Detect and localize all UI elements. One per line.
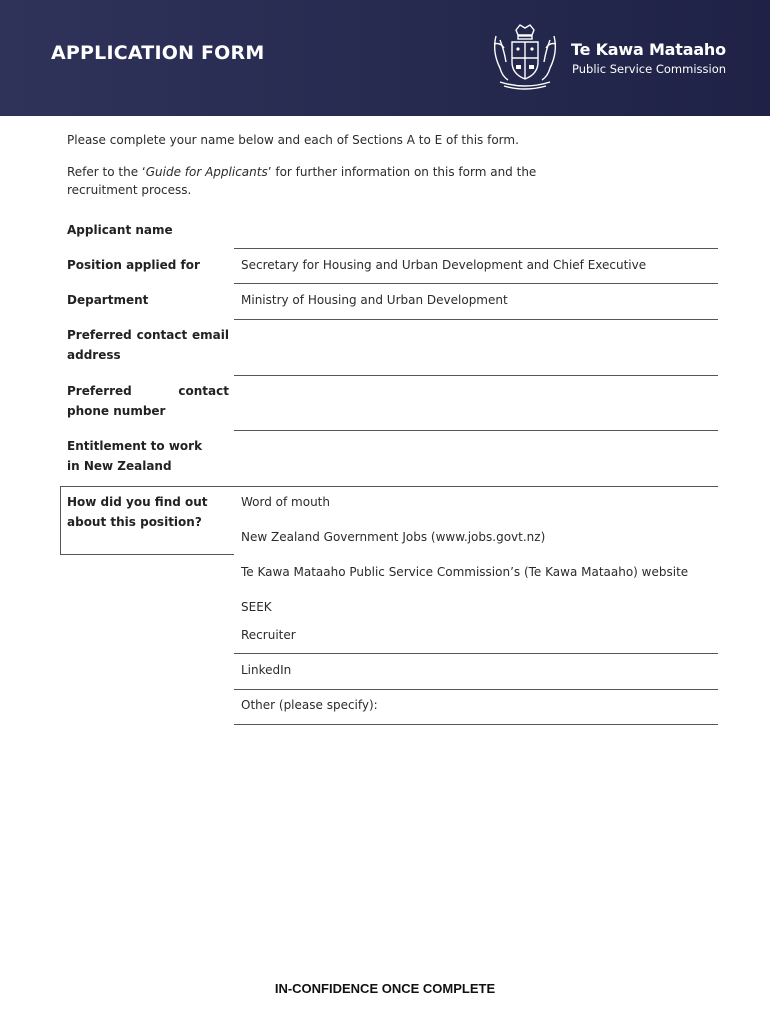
intro-guide-reference <box>67 163 547 199</box>
page-header <box>0 0 770 116</box>
intro-guide-pre: Refer to the ‘ <box>67 165 146 179</box>
option-other[interactable]: Other (please specify): <box>241 698 378 712</box>
option-word-of-mouth[interactable]: Word of mouth <box>241 495 330 509</box>
department-field[interactable]: Ministry of Housing and Urban Development <box>241 293 508 307</box>
brand-subtitle: Public Service Commission <box>572 62 727 76</box>
divider <box>234 689 718 690</box>
divider <box>234 653 718 654</box>
divider <box>234 375 718 376</box>
option-nz-govt-jobs[interactable]: New Zealand Government Jobs (www.jobs.govt.nz) <box>241 530 546 544</box>
applicant-name-label: Applicant name <box>67 223 173 237</box>
option-psc-website[interactable]: Te Kawa Mataaho Public Service Commission’s (Te Kawa Mataaho) website <box>241 565 689 579</box>
intro-instructions: Please complete your name below and each of Sections A to E of this form. <box>67 133 519 147</box>
option-linkedin[interactable]: LinkedIn <box>241 663 292 677</box>
phone-label: Preferred contact phone number <box>67 384 229 418</box>
email-label: Preferred contact email address <box>67 328 229 362</box>
source-label: How did you find out about this position? <box>67 495 208 529</box>
confidentiality-footer: IN-CONFIDENCE ONCE COMPLETE <box>274 981 496 996</box>
entitlement-label: Entitlement to work in New Zealand <box>67 439 203 473</box>
position-label: Position applied for <box>67 258 200 272</box>
divider <box>234 486 718 487</box>
divider <box>234 248 718 249</box>
divider <box>234 724 718 725</box>
guide-for-applicants-link: Guide for Applicants <box>145 165 268 179</box>
intro-guide-post: ’ for further information on this form and the recruitment process. <box>67 165 537 197</box>
brand-name: Te Kawa Mataaho <box>571 40 726 59</box>
nz-coat-of-arms-icon <box>486 22 564 92</box>
department-label: Department <box>67 293 149 307</box>
page-title: APPLICATION FORM <box>51 42 265 64</box>
divider <box>234 319 718 320</box>
divider <box>234 430 718 431</box>
option-seek[interactable]: SEEK <box>241 600 272 614</box>
divider <box>234 283 718 284</box>
position-field[interactable]: Secretary for Housing and Urban Development and Chief Executive <box>241 258 647 272</box>
option-recruiter[interactable]: Recruiter <box>241 628 296 642</box>
